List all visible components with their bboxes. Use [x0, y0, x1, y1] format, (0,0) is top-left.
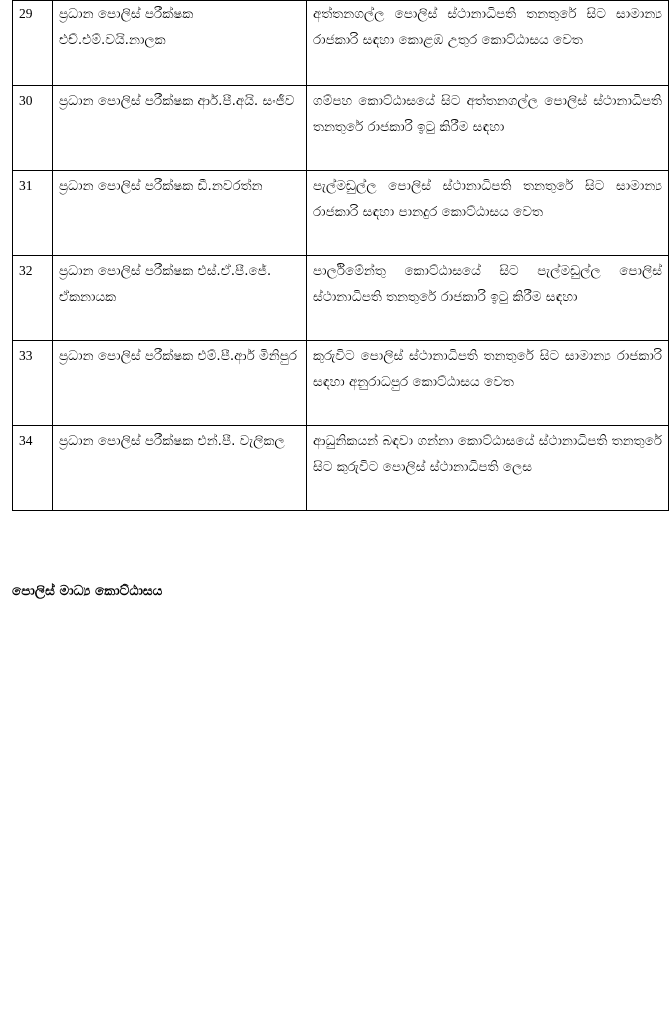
- row-number: 31: [13, 171, 53, 256]
- officer-name: ප්‍රධාන පොලිස් පරීක්ෂක එන්.පී. වැලිකල: [53, 426, 307, 511]
- officer-name: ප්‍රධාන පොලිස් පරීක්ෂක එච්.එම්.වයි.නාලක: [53, 1, 307, 86]
- officer-name: ප්‍රධාන පොලිස් පරීක්ෂක ඩී.නවරත්න: [53, 171, 307, 256]
- transfer-table: [12, 0, 669, 511]
- table-row: [13, 256, 669, 341]
- row-number: 33: [13, 341, 53, 426]
- officer-name: ප්‍රධාන පොලිස් පරීක්ෂක එස්.ඒ.පී.ජේ. ඒකනායක: [53, 256, 307, 341]
- table-row: [13, 426, 669, 511]
- section-heading: පොලිස් මාධ්‍ය කොට්ඨාසය: [12, 583, 163, 599]
- transfer-description: ගම්පහ කොට්ඨාසයේ සිට අත්තනගල්ල පොලිස් ස්ථානාධිපති තනතුරේ රාජකාරි ඉටු කිරීම සඳහා: [307, 86, 669, 171]
- transfer-description: ආධුනිකයන් බඳවා ගන්නා කොට්ඨාසයේ ස්ථානාධිපති තනතුරේ සිට කුරුවිට පොලිස් ස්ථානාධිපති ලෙස: [307, 426, 669, 511]
- transfer-description: පැල්මඩුල්ල පොලිස් ස්ථානාධිපති තනතුරේ සිට සාමාන්‍ය රාජකාරි සඳහා පානදුර කොට්ඨාසය වෙත: [307, 171, 669, 256]
- officer-name: ප්‍රධාන පොලිස් පරීක්ෂක ආර්.පී.අයි. සංජීව: [53, 86, 307, 171]
- officer-name: ප්‍රධාන පොලිස් පරීක්ෂක එම්.පී.ආර් මිනිපුර: [53, 341, 307, 426]
- row-number: 32: [13, 256, 53, 341]
- transfer-description: කුරුවිට පොලිස් ස්ථානාධිපති තනතුරේ සිට සාමාන්‍ය රාජකාරි සඳහා අනුරාධපුර කොට්ඨාසය වෙත: [307, 341, 669, 426]
- table-row: [13, 86, 669, 171]
- transfer-description: අත්තනගල්ල පොලිස් ස්ථානාධිපති තනතුරේ සිට සාමාන්‍ය රාජකාරි සඳහා කොළඹ උතුර කොට්ඨාසය වෙත: [307, 1, 669, 86]
- row-number: 29: [13, 1, 53, 86]
- row-number: 30: [13, 86, 53, 171]
- row-number: 34: [13, 426, 53, 511]
- transfer-description: පාර්ලිමේන්තු කොට්ඨාසයේ සිට පැල්මඩුල්ල පොලිස් ස්ථානාධිපති තනතුරේ රාජකාරි ඉටු කිරීම සඳහා: [307, 256, 669, 341]
- table-row: [13, 1, 669, 86]
- table-row: [13, 171, 669, 256]
- table-row: [13, 341, 669, 426]
